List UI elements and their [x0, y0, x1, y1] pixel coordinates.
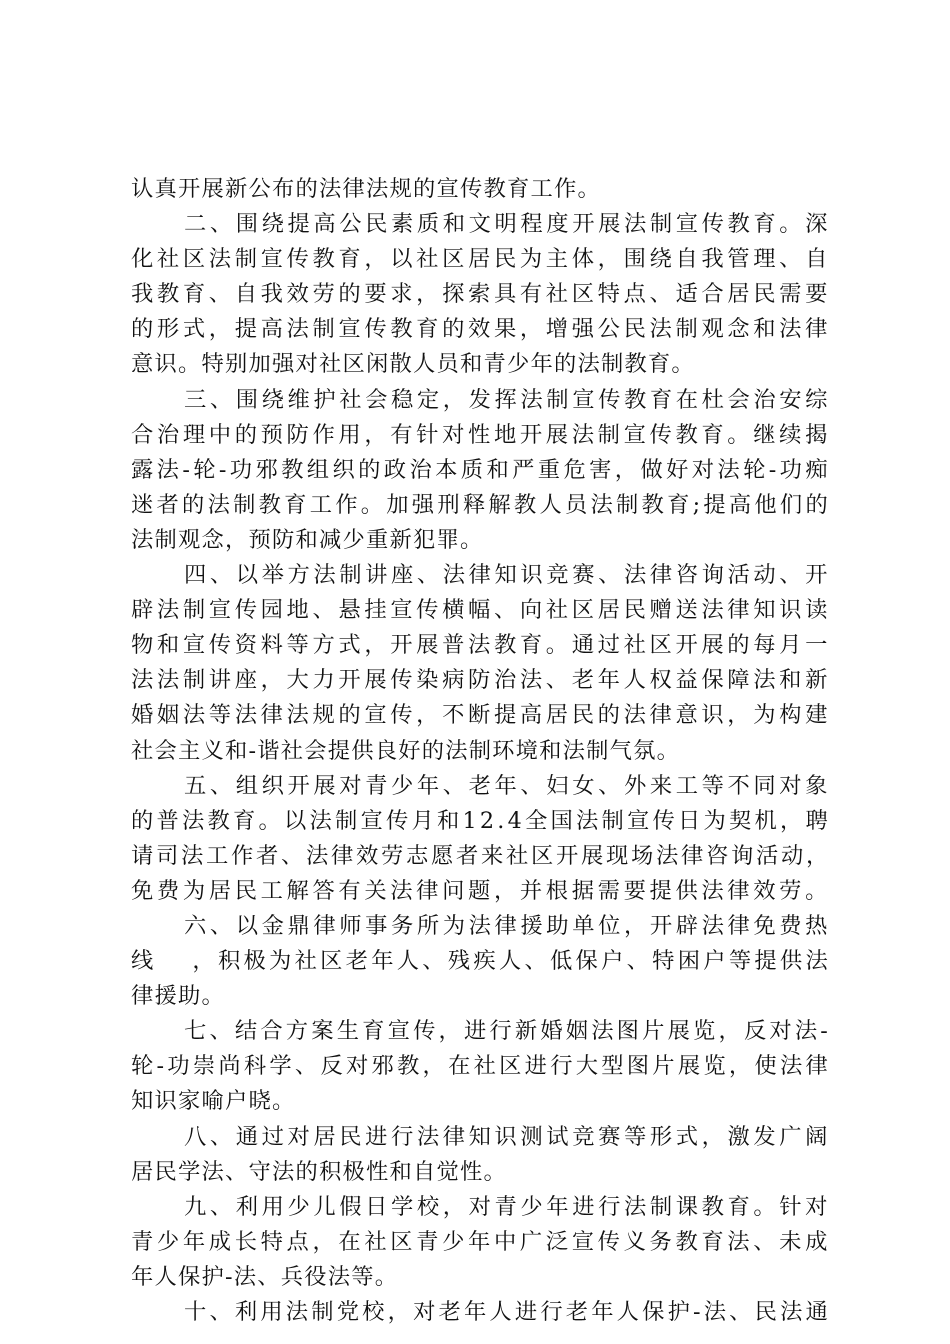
text-line: 社会主义和-谐社会提供良好的法制环境和法制气氛。 — [131, 737, 681, 764]
text-line: 六、以金鼎律师事务所为法律援助单位，开辟法律免费热 — [184, 912, 831, 939]
text-line: 八、通过对居民进行法律知识测试竞赛等形式，激发广阔 — [184, 1123, 831, 1150]
document-body — [131, 172, 831, 1330]
text-line: 的形式，提高法制宣传教育的效果，增强公民法制观念和法律 — [131, 316, 831, 343]
text-line: 十、利用法制党校，对老年人进行老年人保护-法、民法通 — [184, 1299, 831, 1325]
text-line: 露法-轮-功邪教组织的政治本质和严重危害，做好对法轮-功痴 — [131, 456, 831, 483]
text-line: 年人保护-法、兵役法等。 — [131, 1263, 399, 1290]
text-line: 三、围绕维护社会稳定，发挥法制宣传教育在杜会治安综 — [184, 386, 831, 413]
text-line: 的普法教育。以法制宣传月和12.4全国法制宣传日为契机，聘 — [131, 807, 831, 834]
text-line: 迷者的法制教育工作。加强刑释解教人员法制教育;提高他们的 — [131, 491, 831, 518]
text-line: 意识。特别加强对社区闲散人员和青少年的法制教育。 — [131, 351, 695, 378]
text-line: 法制观念，预防和减少重新犯罪。 — [131, 526, 484, 553]
text-line: 线 ，积极为社区老年人、残疾人、低保户、特困户等提供法 — [131, 948, 831, 975]
text-line: 物和宣传资料等方式，开展普法教育。通过社区开展的每月一 — [131, 632, 831, 659]
text-line: 化社区法制宣传教育，以社区居民为主体，围绕自我管理、自 — [131, 246, 831, 273]
text-line: 知识家喻户晓。 — [131, 1088, 296, 1115]
text-line: 我教育、自我效劳的要求，探索具有社区特点、适合居民需要 — [131, 281, 831, 308]
text-line: 免费为居民工解答有关法律问题，并根据需要提供法律效劳。 — [131, 877, 831, 904]
text-line: 四、以举方法制讲座、法律知识竞赛、法律咨询活动、开 — [184, 562, 831, 589]
text-line: 律援助。 — [131, 983, 225, 1010]
text-line: 二、围绕提高公民素质和文明程度开展法制宣传教育。深 — [184, 211, 831, 238]
text-line: 辟法制宣传园地、悬挂宣传横幅、向社区居民赠送法律知识读 — [131, 597, 831, 624]
text-line: 法法制讲座，大力开展传染病防治法、老年人权益保障法和新 — [131, 667, 831, 694]
text-line: 青少年成长特点，在社区青少年中广泛宣传义务教育法、未成 — [131, 1228, 831, 1255]
text-line: 九、利用少儿假日学校，对青少年进行法制课教育。针对 — [184, 1193, 831, 1220]
text-line: 认真开展新公布的法律法规的宣传教育工作。 — [131, 176, 601, 202]
text-line: 七、结合方案生育宣传，进行新婚姻法图片展览，反对法- — [184, 1018, 831, 1045]
text-line: 轮-功崇尚科学、反对邪教，在社区进行大型图片展览，使法律 — [131, 1053, 831, 1080]
text-line: 五、组织开展对青少年、老年、妇女、外来工等不同对象 — [184, 772, 831, 799]
text-line: 婚姻法等法律法规的宣传，不断提高居民的法律意识，为构建 — [131, 702, 831, 729]
text-line: 居民学法、守法的积极性和自觉性。 — [131, 1158, 507, 1185]
text-line: 合治理中的预防作用，有针对性地开展法制宣传教育。继续揭 — [131, 421, 831, 448]
text-line: 请司法工作者、法律效劳志愿者来社区开展现场法律咨询活动， — [131, 842, 831, 869]
